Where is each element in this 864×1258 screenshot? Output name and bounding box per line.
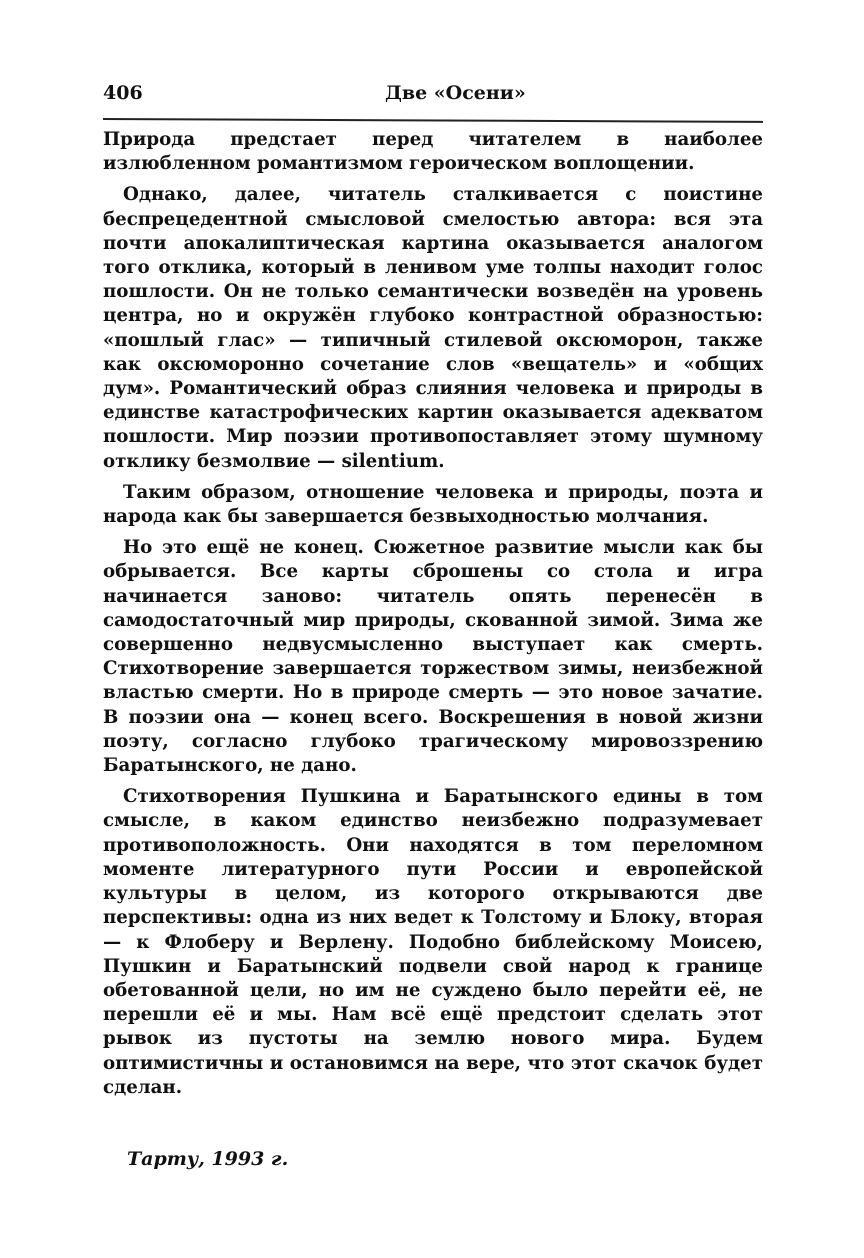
paragraph-2: Однако, далее, читатель сталкивается с поистине беспрецедентной смысловой смелостью автора: вся эта почти апокалиптическая картина оказывается аналогом того отклика, который в ленивом уме толпы находит голос пошлости. Он не только семантически возведён на уровень центра, но и окружён глубоко контрастной образностью: «пошлый глас» — типичный стилевой оксюморон, также как оксюморонно сочетание слов «вещатель» и «общих дум». Романтический образ слияния человека и природы в единстве катастрофических картин оказывается адекватом пошлости. Мир поэзии противопоставляет этому шумному отклику безмолвие — silentium. xyxy=(103,184,763,472)
paragraph-3: Таким образом, отношение человека и природы, поэта и народа как бы завершается безвыходностью молчания. xyxy=(103,481,763,528)
running-title: Две «Осени» xyxy=(385,82,526,104)
header-rule xyxy=(103,118,763,123)
book-page xyxy=(103,82,763,1170)
dateline: Тарту, 1993 г. xyxy=(127,1147,289,1170)
paragraph-4: Но это ещё не конец. Сюжетное развитие мысли как бы обрывается. Все карты сброшены со стола и игра начинается заново: читатель опять перенесён в самодостаточный мир природы, скованной зимой. Зима же совершенно недвусмысленно выступает как смерть. Стихотворение завершается торжеством зимы, неизбежной властью смерти. Но в природе смерть — это новое зачатие. В поэзии она — конец всего. Воскрешения в новой жизни поэту, согласно глубоко трагическому мировоззрению Баратынского, не дано. xyxy=(103,537,763,777)
running-head xyxy=(103,82,763,112)
page-number: 406 xyxy=(103,82,143,104)
paragraph-5: Стихотворения Пушкина и Баратынского едины в том смысле, в каком единство неизбежно подразумевает противоположность. Они находятся в том переломном моменте литературного пути России и европейской культуры в целом, из которого открываются две перспективы: одна из них ведет к Толстому и Блоку, вторая — к Флоберу и Верлену. Подобно библейскому Моисею, Пушкин и Баратынский подвели свой народ к границе обетованной цели, но им не суждено было перейти её, не перешли её и мы. Нам всё ещё предстоит сделать этот рывок из пустоты на землю нового мира. Будем оптимистичны и остановимся на вере, что этот скачок будет сделан. xyxy=(103,786,763,1098)
body-text xyxy=(103,128,763,1100)
paragraph-1: Природа предстает перед читателем в наиболее излюбленном романтизмом героическом воплощении. xyxy=(103,129,763,175)
